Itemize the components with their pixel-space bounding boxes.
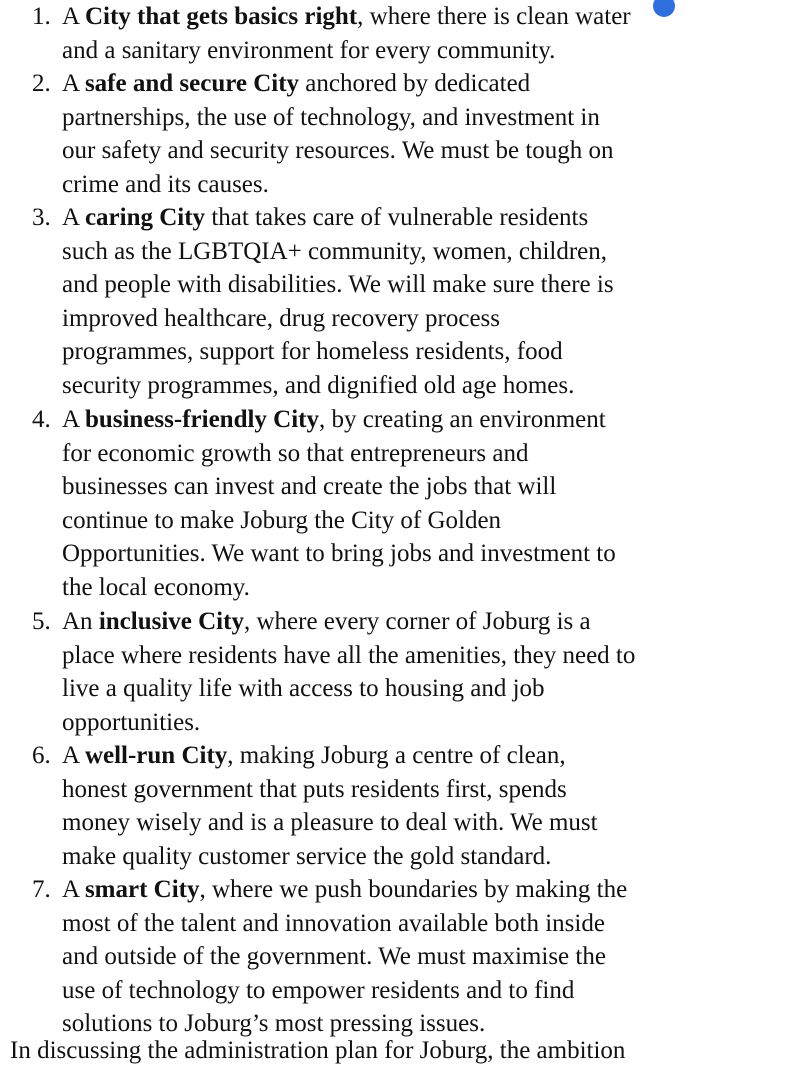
- list-item-line: [62, 302, 811, 336]
- emphasis-text: safe and secure City: [84, 70, 300, 97]
- line-text: partnerships, the use of technology, and investment in: [62, 103, 600, 131]
- line-text: money wisely and is a pleasure to deal with. We must: [62, 809, 598, 837]
- list-item-line: [62, 67, 811, 101]
- list-item-number: 3.: [32, 204, 51, 231]
- list-item-line: [62, 168, 811, 202]
- line-text: A: [62, 204, 85, 231]
- line-text: , where every corner of Joburg is a: [243, 608, 591, 635]
- list-item-line: [62, 470, 811, 504]
- line-text: live a quality life with access to housing and job: [62, 675, 545, 703]
- list-item-number: 7.: [32, 876, 51, 903]
- line-text: , making Joburg a centre of clean,: [227, 742, 566, 769]
- list-item-number: 2.: [32, 70, 51, 97]
- line-text: crime and its causes.: [62, 170, 269, 198]
- list-item-line: [62, 0, 811, 34]
- line-text: opportunities.: [62, 708, 201, 736]
- line-text: use of technology to empower residents and to find: [62, 976, 575, 1004]
- list-item-number: 6.: [32, 742, 51, 769]
- list-item-line: [62, 504, 811, 538]
- line-text: , where we push boundaries by making the: [199, 876, 628, 903]
- emphasis-text: well-run City: [84, 742, 228, 769]
- line-text: the local economy.: [62, 573, 250, 601]
- list-item: [0, 0, 811, 67]
- line-text: and people with disabilities. We will make sure there is: [62, 271, 614, 299]
- list-item: [0, 605, 811, 739]
- list-item: [0, 67, 811, 201]
- line-text: A: [62, 3, 85, 30]
- line-text: security programmes, and dignified old age homes.: [62, 371, 575, 399]
- list-item-number: 5.: [32, 608, 51, 635]
- list-item-line: [62, 437, 811, 471]
- line-text: for economic growth so that entrepreneurs and: [62, 439, 529, 467]
- list-item: [0, 873, 811, 1041]
- line-text: place where residents have all the amenities, they need to: [62, 641, 636, 669]
- line-text: A: [62, 70, 85, 97]
- list-item-line: [62, 34, 811, 68]
- list-item-line: [62, 639, 811, 673]
- list-item-line: [62, 672, 811, 706]
- list-item-line: [62, 201, 811, 235]
- line-text: improved healthcare, drug recovery process: [62, 304, 501, 332]
- list-item-line: [62, 403, 811, 437]
- line-text: , by creating an environment: [319, 406, 606, 433]
- line-text: anchored by dedicated: [299, 70, 531, 97]
- list-item-number: 4.: [32, 406, 51, 433]
- list-item: [0, 403, 811, 605]
- line-text: that takes care of vulnerable residents: [205, 204, 589, 231]
- list-item-line: [62, 235, 811, 269]
- line-text: A: [62, 742, 85, 769]
- line-text: A: [62, 406, 85, 433]
- list-item-line: [62, 335, 811, 369]
- emphasis-text: inclusive City: [98, 608, 244, 635]
- list-item-number: 1.: [32, 3, 51, 30]
- list-item-line: [62, 706, 811, 740]
- emphasis-text: smart City: [84, 876, 200, 903]
- line-text: A: [62, 876, 85, 903]
- list-item-line: [62, 873, 811, 907]
- list-item-line: [62, 773, 811, 807]
- list-item-line: [62, 806, 811, 840]
- list-item-line: [62, 605, 811, 639]
- emphasis-text: City that gets basics right: [84, 3, 358, 30]
- line-text: Opportunities. We want to bring jobs and investment to: [62, 540, 616, 568]
- line-text: such as the LGBTQIA+ community, women, children,: [62, 237, 608, 265]
- list-item-line: [62, 974, 811, 1008]
- list-item-line: [62, 369, 811, 403]
- line-text: An: [62, 608, 99, 635]
- line-text: and a sanitary environment for every community.: [62, 36, 556, 64]
- cut-off-text-line: [0, 1037, 749, 1064]
- list-item-line: [62, 840, 811, 874]
- line-text: make quality customer service the gold standard.: [62, 842, 552, 870]
- list-item-line: [62, 537, 811, 571]
- line-text: , where there is clean water: [357, 3, 631, 30]
- list-item-line: [62, 268, 811, 302]
- list-item: [0, 201, 811, 403]
- line-text: solutions to Joburg’s most pressing issues.: [62, 1010, 486, 1038]
- list-item-line: [62, 134, 811, 168]
- line-text: honest government that puts residents first, spends: [62, 775, 567, 803]
- line-text: and outside of the government. We must maximise the: [62, 943, 606, 971]
- emphasis-text: business-friendly City: [84, 406, 319, 433]
- cut-off-text: In discussing the administration plan for Joburg, the ambition: [10, 1037, 626, 1064]
- list-item-line: [62, 571, 811, 605]
- line-text: most of the talent and innovation available both inside: [62, 909, 605, 937]
- list-item-line: [62, 101, 811, 135]
- line-text: continue to make Joburg the City of Golden: [62, 506, 502, 534]
- line-text: our safety and security resources. We must be tough on: [62, 137, 614, 165]
- line-text: programmes, support for homeless residents, food: [62, 338, 563, 366]
- emphasis-text: caring City: [84, 204, 206, 231]
- line-text: businesses can invest and create the jobs that will: [62, 473, 557, 501]
- list-item-line: [62, 940, 811, 974]
- list-item: [0, 739, 811, 873]
- list-item-line: [62, 907, 811, 941]
- list-item-line: [62, 739, 811, 773]
